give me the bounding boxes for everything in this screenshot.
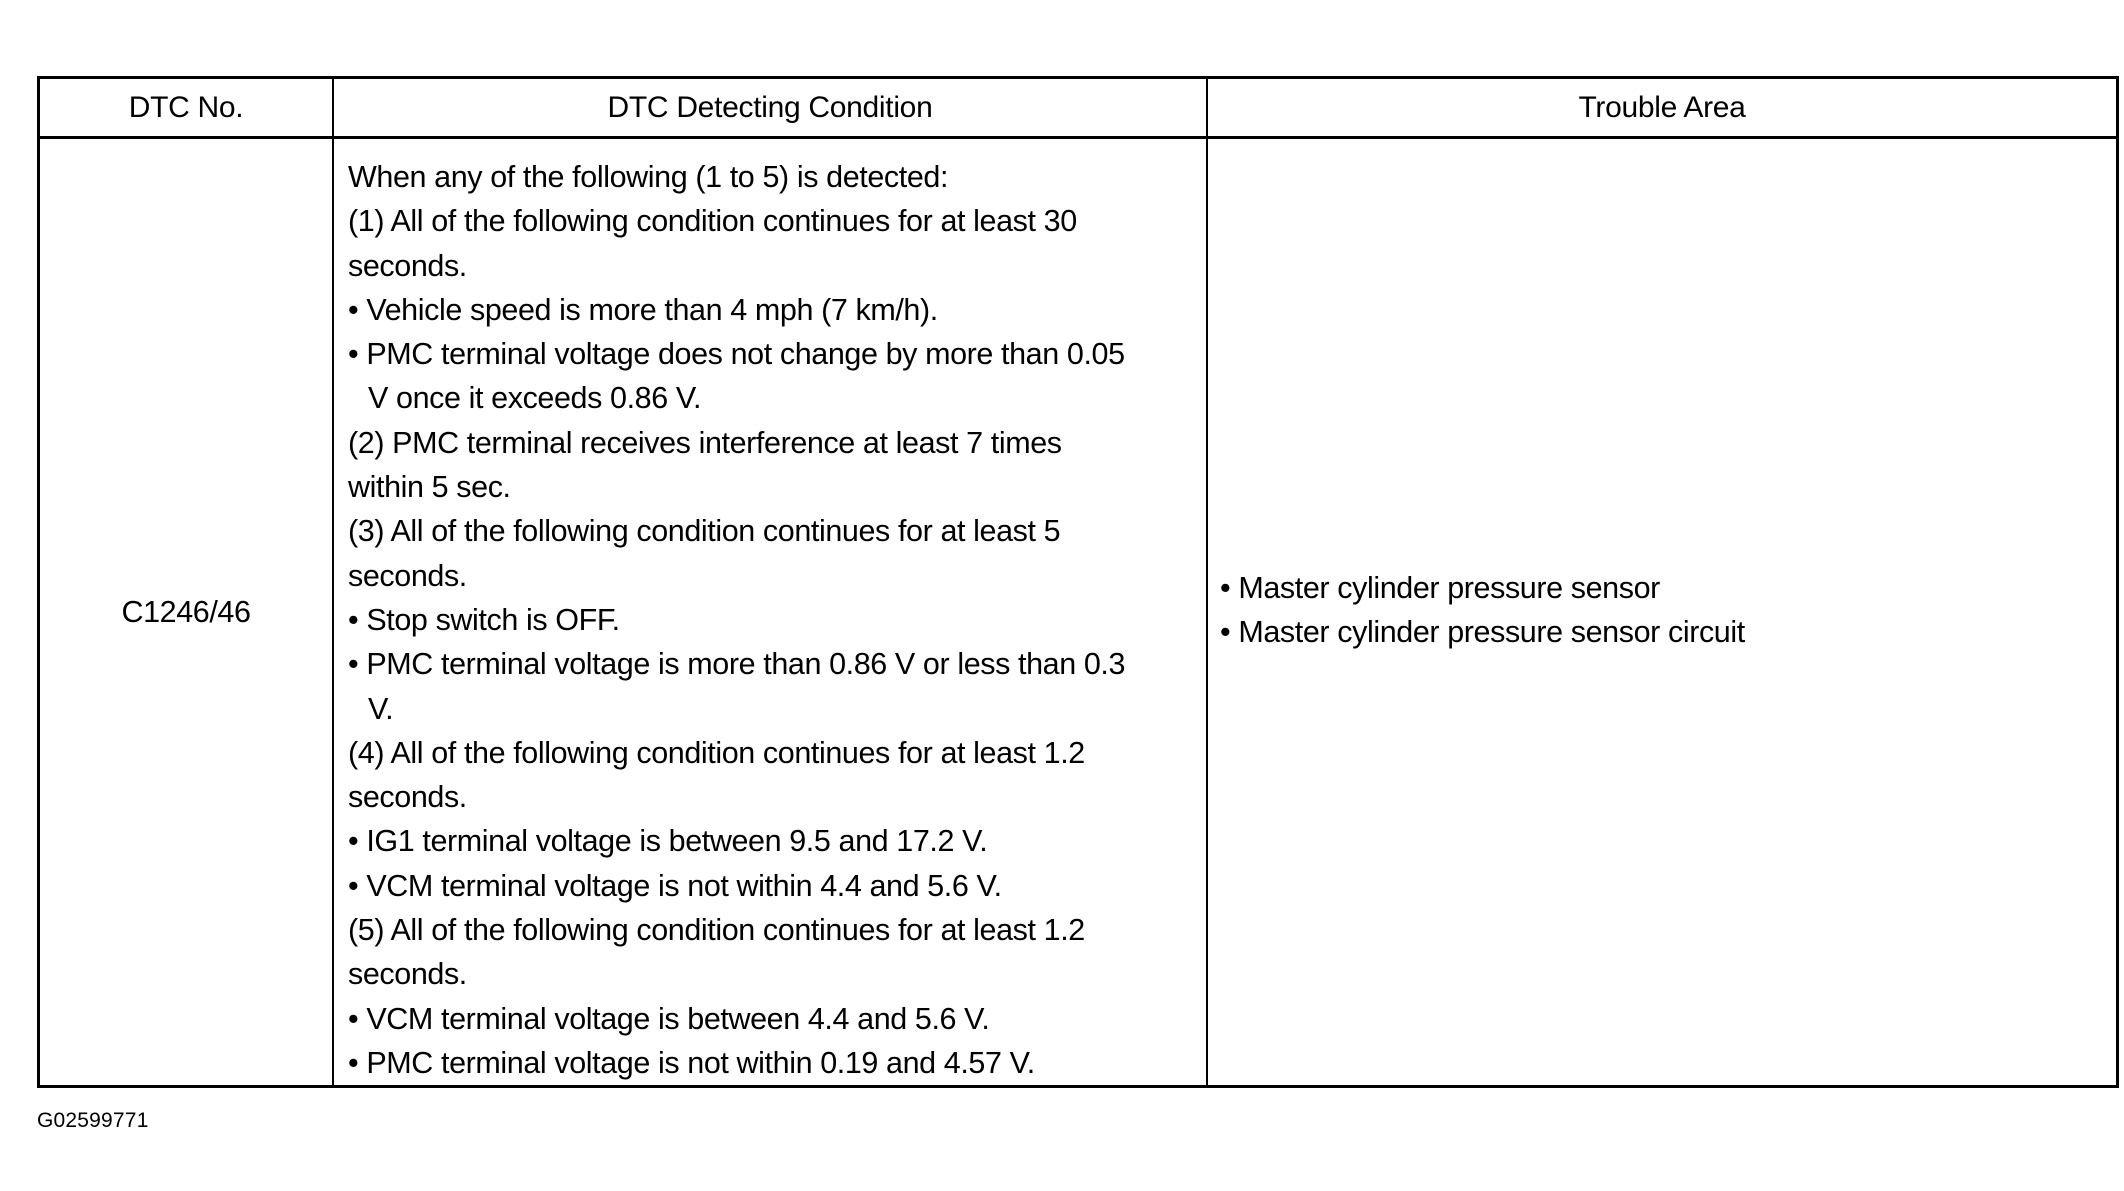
figure-id: G02599771: [37, 1109, 149, 1132]
condition-line: • PMC terminal voltage is more than 0.86 V or less than 0.3: [348, 647, 1126, 682]
condition-line: seconds.: [348, 957, 467, 992]
condition-line: • Vehicle speed is more than 4 mph (7 km/h).: [348, 292, 938, 327]
condition-line: (2) PMC terminal receives interference at least 7 times: [348, 425, 1062, 460]
detecting-condition-cell: [334, 139, 1208, 1085]
condition-line: (4) All of the following condition continues for at least 1.2: [348, 735, 1085, 770]
header-detecting-condition: DTC Detecting Condition: [334, 79, 1208, 139]
trouble-area-item: • Master cylinder pressure sensor: [1220, 570, 1660, 605]
condition-line: • VCM terminal voltage is between 4.4 and 5.6 V.: [348, 1001, 990, 1036]
condition-line: V once it exceeds 0.86 V.: [368, 381, 702, 416]
condition-line: When any of the following (1 to 5) is detected:: [348, 160, 949, 194]
condition-line: • Stop switch is OFF.: [348, 602, 620, 637]
condition-line: • IG1 terminal voltage is between 9.5 and 17.2 V.: [348, 824, 988, 859]
condition-line: • PMC terminal voltage does not change by more than 0.05: [348, 337, 1125, 372]
header-dtc-no: DTC No.: [40, 79, 334, 139]
header-trouble-area: Trouble Area: [1208, 79, 2116, 139]
dtc-number: C1246/46: [121, 594, 251, 629]
condition-line: within 5 sec.: [348, 470, 511, 505]
condition-line: • VCM terminal voltage is not within 4.4 and 5.6 V.: [348, 868, 1002, 903]
dtc-number-cell: [40, 139, 334, 1085]
trouble-area-cell: [1208, 139, 2116, 1085]
condition-line: seconds.: [348, 780, 467, 815]
condition-line: • PMC terminal voltage is not within 0.19 and 4.57 V.: [348, 1045, 1035, 1080]
dtc-table: [37, 76, 2119, 1088]
condition-line: V.: [368, 691, 394, 726]
condition-line: seconds.: [348, 248, 467, 283]
condition-line: (3) All of the following condition continues for at least 5: [348, 514, 1061, 549]
condition-line: seconds.: [348, 558, 467, 593]
trouble-area-item: • Master cylinder pressure sensor circuit: [1220, 615, 1745, 650]
condition-line: (1) All of the following condition continues for at least 30: [348, 204, 1077, 239]
condition-line: (5) All of the following condition continues for at least 1.2: [348, 913, 1085, 948]
